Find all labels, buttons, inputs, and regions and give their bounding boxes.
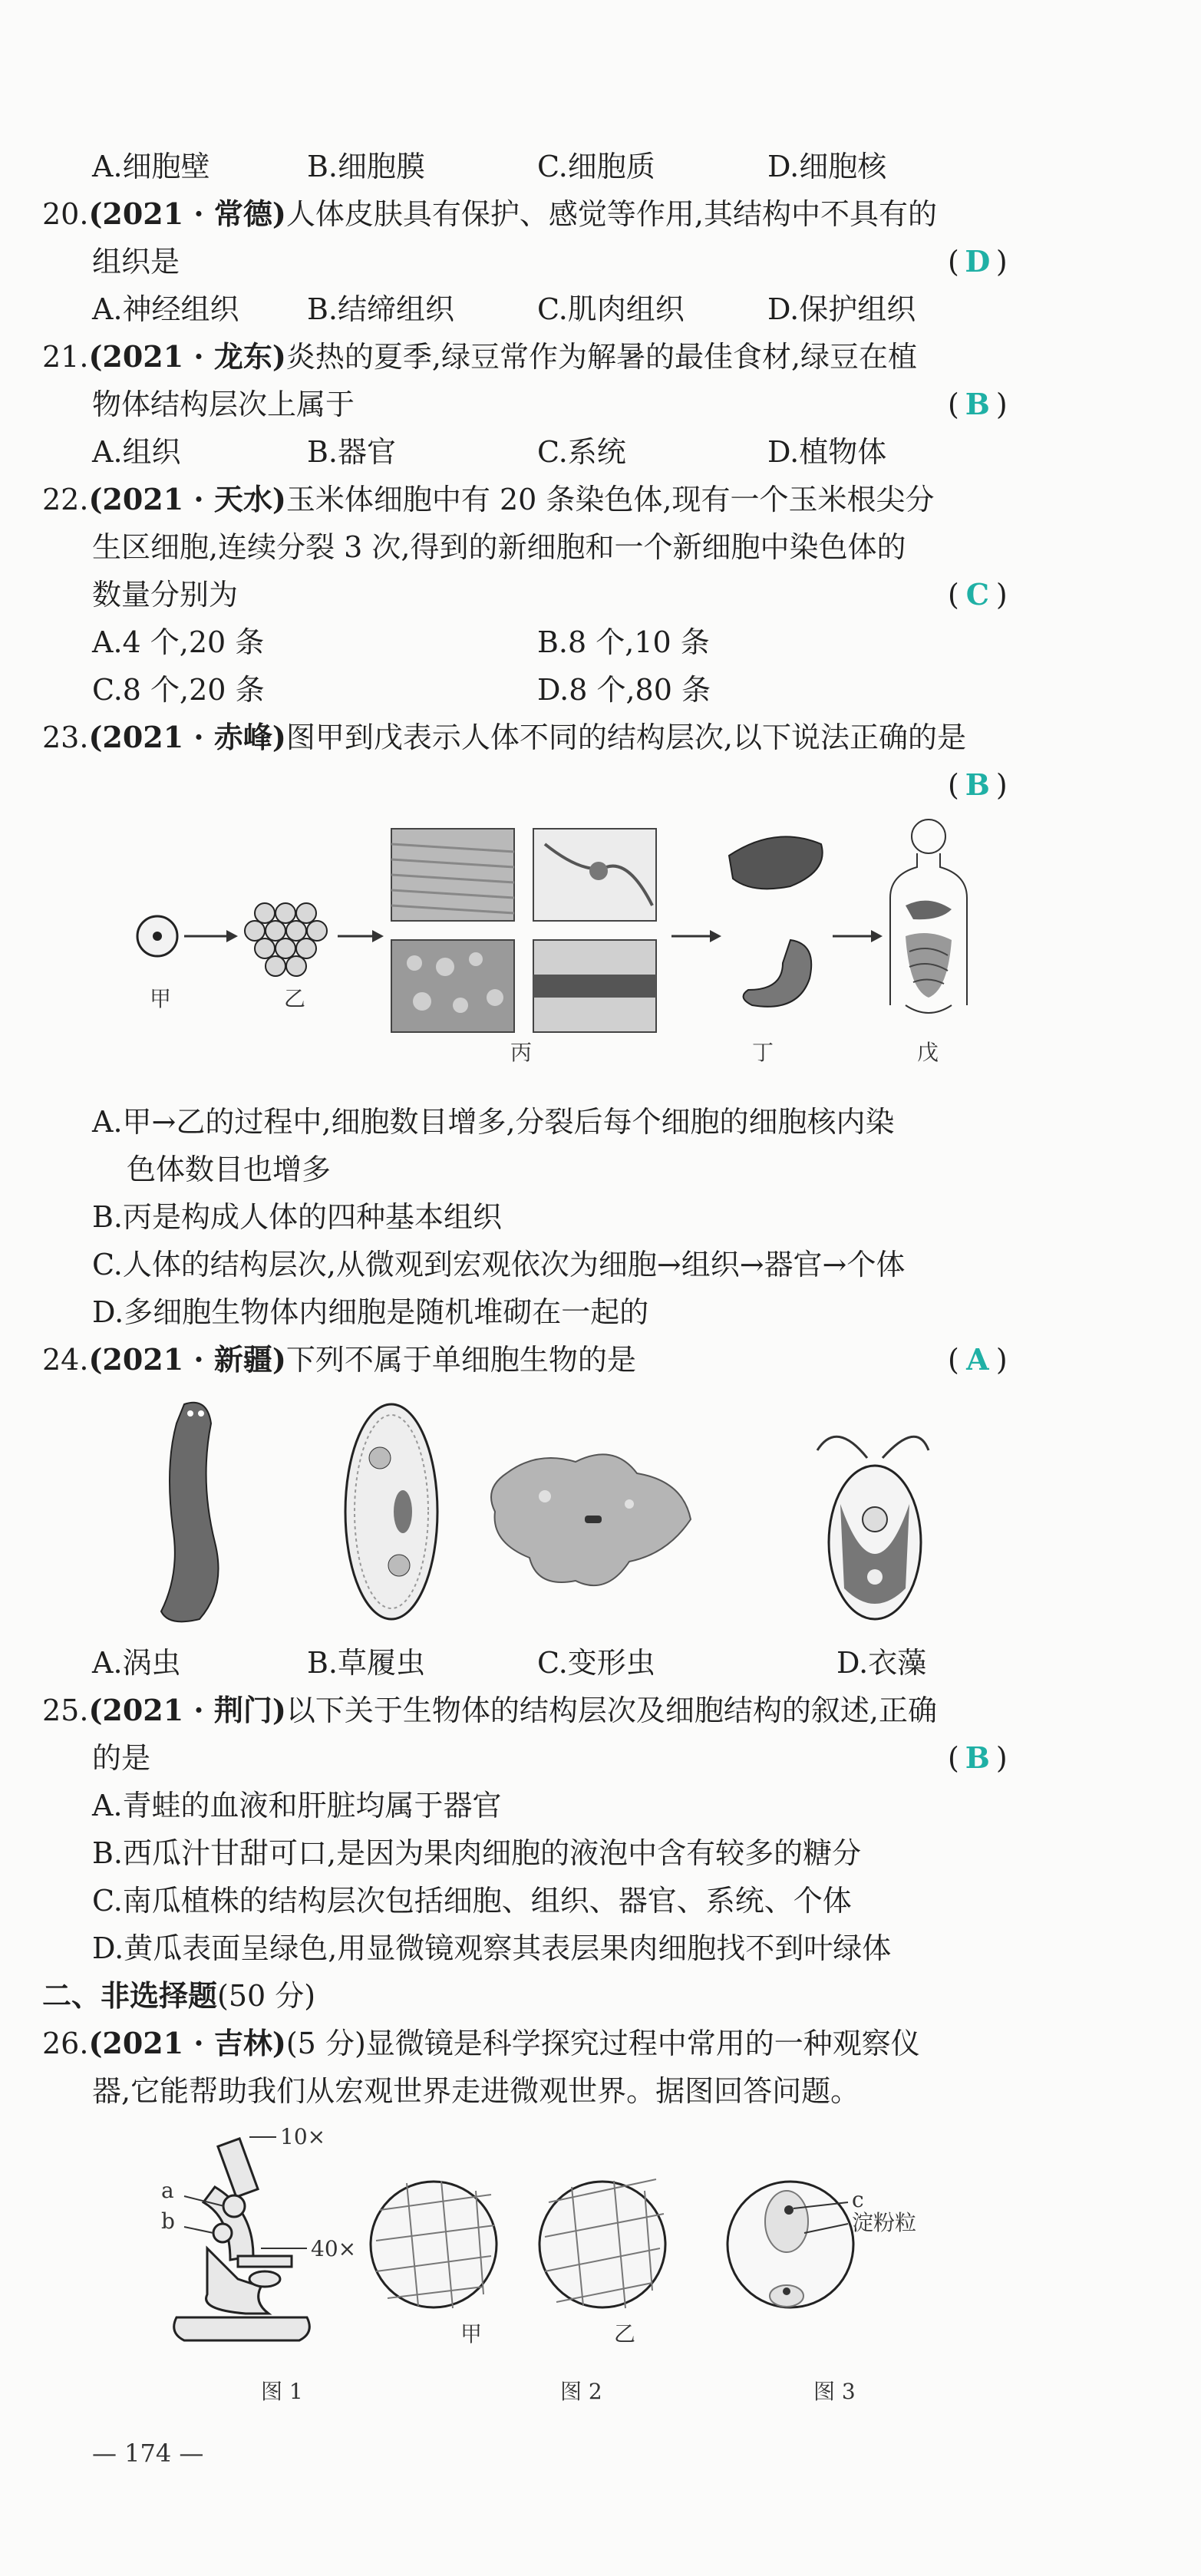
q24-option-d: D.衣藻 <box>836 1646 927 1680</box>
microscope <box>174 2139 310 2340</box>
q22-option-c: C.8 个,20 条 <box>92 673 265 707</box>
q26-stem-line2: 器,它能帮助我们从宏观世界走进微观世界。据图回答问题。 <box>92 2074 860 2108</box>
q25-option-b: B.西瓜汁甘甜可口,是因为果肉细胞的液泡中含有较多的糖分 <box>92 1836 862 1870</box>
q24-answer: ( A ) <box>948 1339 1008 1380</box>
q26-number: 26. <box>42 2027 89 2060</box>
q23-label-bing: 丙 <box>510 1040 533 1065</box>
q21-stem-line1 <box>42 336 917 378</box>
ding-liver <box>729 836 823 889</box>
q23-label-ding: 丁 <box>752 1040 774 1065</box>
q20-source: (2021 · 常德) <box>88 196 286 231</box>
q25-stem-line1 <box>42 1690 937 1731</box>
jia-nucleus <box>153 932 162 941</box>
q24-answer-letter: A <box>966 1342 989 1377</box>
q21-option-c: C.系统 <box>537 435 626 469</box>
fig2-label-yi: 乙 <box>614 2321 636 2347</box>
q25-option-c: C.南瓜植株的结构层次包括细胞、组织、器官、系统、个体 <box>92 1884 852 1918</box>
q23-stem-line1 <box>42 717 966 758</box>
q24-option-a: A.涡虫 <box>92 1646 181 1680</box>
q26-figure <box>153 2126 1036 2356</box>
q23-label-yi: 乙 <box>284 986 306 1011</box>
q20-stem-line2: 组织是 <box>92 245 180 279</box>
q20-stem-line1 <box>42 193 937 235</box>
q22-stem-line1 <box>42 479 934 520</box>
q19-option-a: A.细胞壁 <box>92 150 210 183</box>
q19-option-d: D.细胞核 <box>767 150 887 183</box>
q25-source: (2021 · 荆门) <box>88 1693 286 1727</box>
section2-title: 二、非选择题 <box>42 1978 218 2013</box>
q23-option-a-line2: 色体数目也增多 <box>127 1153 332 1186</box>
q23-answer-letter: B <box>965 767 990 802</box>
fig3-label-c: c <box>852 2187 864 2212</box>
ding-stomach <box>744 940 812 1007</box>
q22-text: 玉米体细胞中有 20 条染色体,现有一个玉米根尖分 <box>285 483 935 516</box>
bing-tissue-connective <box>391 940 514 1032</box>
q23-option-d: D.多细胞生物体内细胞是随机堆砌在一起的 <box>92 1295 649 1329</box>
fig3-view <box>728 2182 853 2307</box>
fig2-view-yi <box>539 2179 665 2308</box>
fig1-label-b: b <box>161 2208 175 2234</box>
q23-label-jia: 甲 <box>150 986 172 1011</box>
q24-stem-line1 <box>42 1339 636 1380</box>
q23-source: (2021 · 赤峰) <box>88 720 286 754</box>
fig1-label-a: a <box>161 2178 174 2203</box>
fig3-label-starch: 淀粉粒 <box>852 2210 917 2235</box>
q24-organisms-figure <box>77 1389 1036 1642</box>
q24-option-c: C.变形虫 <box>537 1646 655 1680</box>
q22-option-b: B.8 个,10 条 <box>537 625 710 659</box>
section2-score: (50 分) <box>217 1979 316 2013</box>
q20-option-d: D.保护组织 <box>767 292 916 326</box>
q23-label-wu: 戊 <box>917 1040 939 1065</box>
q25-stem-line2: 的是 <box>92 1741 151 1775</box>
q25-answer: ( B ) <box>948 1737 1008 1779</box>
q20-option-b: B.结缔组织 <box>307 292 455 326</box>
q24-option-b: B.草履虫 <box>307 1646 426 1680</box>
q21-number: 21. <box>42 340 89 374</box>
q21-option-b: B.器官 <box>307 435 397 469</box>
q23-option-a-line1: A.甲→乙的过程中,细胞数目增多,分裂后每个细胞的细胞核内染 <box>92 1105 895 1139</box>
q26-stem-line1 <box>42 2023 920 2064</box>
fig1-objective-mag: 40× <box>311 2236 357 2261</box>
q22-option-a: A.4 个,20 条 <box>92 625 265 659</box>
q25-answer-letter: B <box>965 1740 990 1775</box>
q21-text: 炎热的夏季,绿豆常作为解暑的最佳食材,绿豆在植 <box>285 340 918 374</box>
q19-option-c: C.细胞质 <box>537 150 655 183</box>
q23-option-b: B.丙是构成人体的四种基本组织 <box>92 1200 503 1234</box>
page-number: — 174 — <box>92 2439 204 2468</box>
q24-text: 下列不属于单细胞生物的是 <box>285 1343 636 1377</box>
q21-option-d: D.植物体 <box>767 435 887 469</box>
q20-option-c: C.肌肉组织 <box>537 292 685 326</box>
q19-option-b: B.细胞膜 <box>307 150 426 183</box>
q20-number: 20. <box>42 197 89 231</box>
q20-answer-letter: D <box>965 244 991 279</box>
q24-number: 24. <box>42 1343 89 1377</box>
q20-option-a: A.神经组织 <box>92 292 239 326</box>
q21-stem-line2: 物体结构层次上属于 <box>92 388 355 421</box>
q25-text: 以下关于生物体的结构层次及细胞结构的叙述,正确 <box>285 1694 937 1727</box>
q22-source: (2021 · 天水) <box>88 482 286 516</box>
q20-answer: ( D ) <box>948 241 1008 282</box>
q25-option-a: A.青蛙的血液和肝脏均属于器官 <box>92 1789 502 1822</box>
q21-answer: ( B ) <box>948 384 1008 425</box>
q25-option-d: D.黄瓜表面呈绿色,用显微镜观察其表层果肉细胞找不到叶绿体 <box>92 1931 892 1965</box>
q22-stem-line3: 数量分别为 <box>92 578 239 612</box>
q21-source: (2021 · 龙东) <box>88 339 286 374</box>
paramecium <box>345 1404 437 1619</box>
q23-number: 23. <box>42 721 89 754</box>
fig2-caption: 图 2 <box>560 2379 602 2404</box>
q23-answer: ( B ) <box>948 764 1008 806</box>
q23-structure-figure <box>115 813 998 1097</box>
planarian <box>161 1403 219 1622</box>
q22-option-d: D.8 个,80 条 <box>537 673 711 707</box>
q21-answer-letter: B <box>965 387 990 421</box>
q26-text: (5 分)显微镜是科学探究过程中常用的一种观察仪 <box>285 2027 920 2060</box>
q22-stem-line2: 生区细胞,连续分裂 3 次,得到的新细胞和一个新细胞中染色体的 <box>92 530 906 564</box>
fig2-label-jia: 甲 <box>460 2321 483 2347</box>
fig2-view-jia <box>371 2181 497 2308</box>
q26-source: (2021 · 吉林) <box>88 2026 286 2060</box>
fig1-eyepiece-mag: 10× <box>280 2124 326 2149</box>
q22-answer-letter: C <box>965 577 989 612</box>
q25-number: 25. <box>42 1694 89 1727</box>
section2-heading <box>42 1975 315 2017</box>
q21-option-a: A.组织 <box>92 435 181 469</box>
yi-cell-cluster <box>245 903 327 976</box>
q22-answer: ( C ) <box>948 574 1008 615</box>
fig1-caption: 图 1 <box>261 2379 303 2404</box>
q22-number: 22. <box>42 483 89 516</box>
q24-source: (2021 · 新疆) <box>88 1342 286 1377</box>
fig3-caption: 图 3 <box>813 2379 856 2404</box>
q23-text: 图甲到戊表示人体不同的结构层次,以下说法正确的是 <box>285 721 966 754</box>
q23-option-c: C.人体的结构层次,从微观到宏观依次为细胞→组织→器官→个体 <box>92 1248 906 1281</box>
q20-text: 人体皮肤具有保护、感觉等作用,其结构中不具有的 <box>285 197 937 231</box>
